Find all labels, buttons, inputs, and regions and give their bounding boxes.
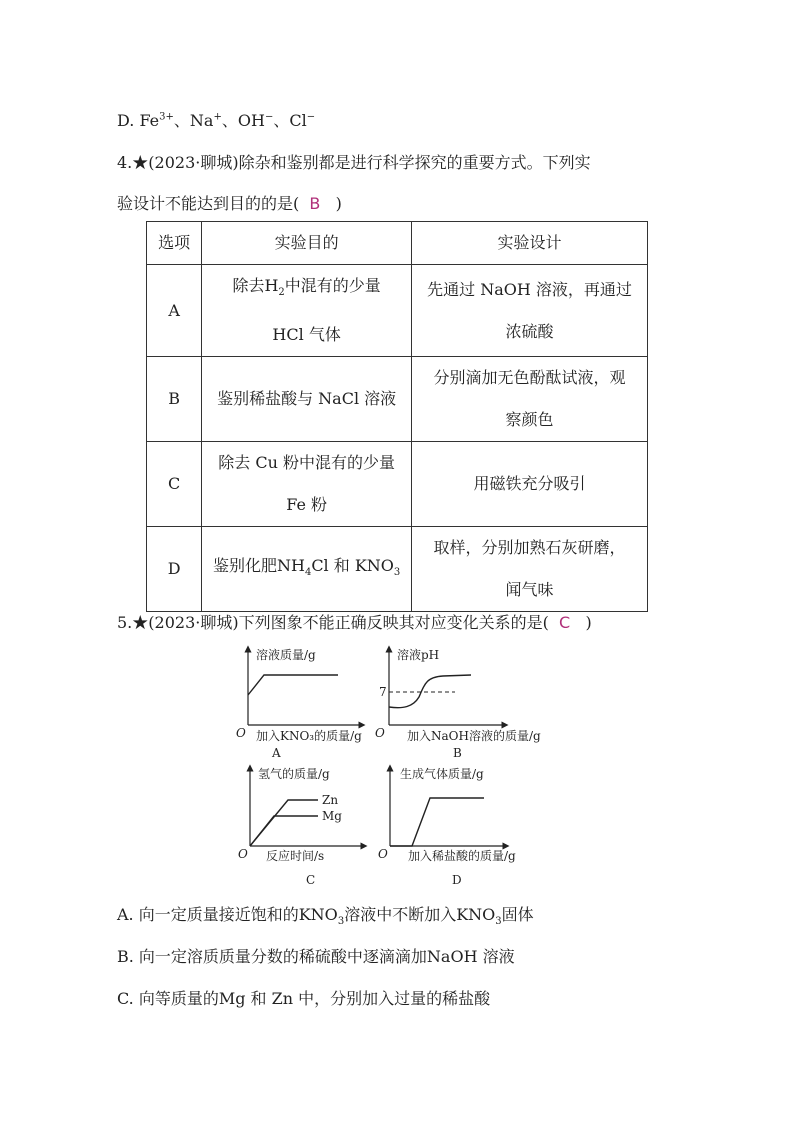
- header-design: 实验设计: [412, 222, 648, 265]
- graph-d: [378, 764, 558, 893]
- curve-ph: [389, 675, 471, 708]
- graph-d-xlabel: 加入稀盐酸的质量/g: [408, 849, 516, 863]
- graph-a: [234, 645, 384, 764]
- curve-solution-mass: [248, 675, 338, 695]
- table-row: D 鉴别化肥$NH_4Cl$ 和 $KNO_3$ 取样，分别加熟石灰研磨， 闻气味: [147, 527, 648, 612]
- q5-stem: 5.★(2023·聊城)下列图象不能正确反映其对应变化关系的是( C ): [117, 613, 592, 632]
- graph-c-series-mg: Mg: [322, 809, 342, 823]
- graph-c-caption: C: [306, 873, 316, 887]
- curve-mg: [250, 816, 318, 846]
- graph-a-xlabel: 加入KNO₃的质量/g: [256, 729, 362, 743]
- table-header-row: [147, 222, 648, 265]
- header-option: 选项: [147, 222, 202, 265]
- q4-stem-line2: 验设计不能达到目的的是( B ): [117, 194, 342, 213]
- q5-answer: C: [559, 613, 571, 632]
- graph-b-ylabel: 溶液pH: [397, 648, 440, 662]
- graph-d-origin: O: [378, 847, 388, 861]
- q5-option-c: C. 向等质量的Mg 和 Zn 中，分别加入过量的稀盐酸: [117, 989, 491, 1008]
- graph-b-origin: O: [375, 726, 385, 740]
- curve-zn: [250, 800, 318, 846]
- graph-d-ylabel: 生成气体质量/g: [400, 767, 484, 781]
- q4-answer: B: [309, 194, 321, 213]
- table-row: B 鉴别稀盐酸与 NaCl 溶液 分别滴加无色酚酞试液，观 察颜色: [147, 357, 648, 442]
- graph-c-ylabel: 氢气的质量/g: [258, 767, 330, 781]
- curve-gas: [390, 798, 484, 846]
- graph-a-ylabel: 溶液质量/g: [256, 648, 316, 662]
- graph-b-tick-7: 7: [379, 685, 387, 699]
- graph-a-origin: O: [236, 726, 246, 740]
- q5-option-a: A. 向一定质量接近饱和的$KNO_3$溶液中不断加入$KNO_3$固体: [117, 905, 534, 928]
- graph-b-caption: B: [453, 746, 462, 760]
- graph-c: [236, 764, 386, 893]
- table-row: A 除去$H_2$中混有的少量 HCl 气体 先通过 NaOH 溶液，再通过 浓硫酸: [147, 265, 648, 357]
- q3-option-d: D. $Fe^{3+}$、Na+、OH−、Cl−: [117, 111, 316, 130]
- q4-stem-line1: 4.★(2023·聊城)除杂和鉴别都是进行科学探究的重要方式。下列实: [117, 153, 591, 172]
- q5-option-b: B. 向一定溶质质量分数的稀硫酸中逐滴滴加NaOH 溶液: [117, 947, 515, 966]
- table-row: C 除去 Cu 粉中混有的少量 Fe 粉 用磁铁充分吸引: [147, 442, 648, 527]
- experiment-table: [146, 221, 648, 612]
- graph-b: [377, 645, 562, 764]
- graph-d-caption: D: [452, 873, 462, 887]
- graph-c-xlabel: 反应时间/s: [266, 849, 325, 863]
- graph-b-xlabel: 加入NaOH溶液的质量/g: [407, 729, 541, 743]
- graph-c-origin: O: [238, 847, 248, 861]
- graph-c-series-zn: Zn: [322, 793, 339, 807]
- header-purpose: 实验目的: [202, 222, 412, 265]
- graph-a-caption: A: [272, 746, 281, 760]
